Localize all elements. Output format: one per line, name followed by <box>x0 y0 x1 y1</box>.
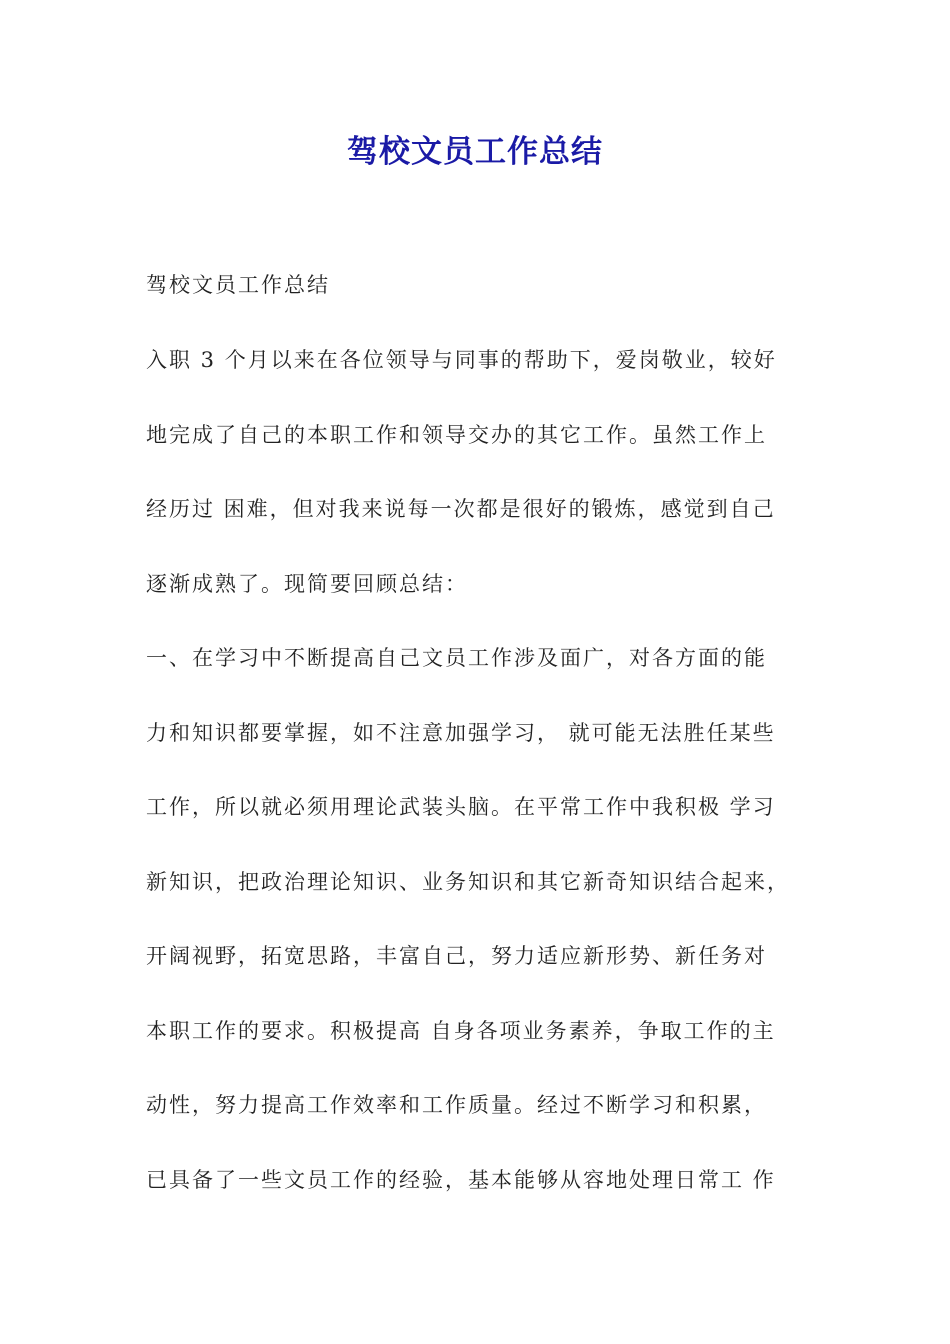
body-line: 已具备了一些文员工作的经验，基本能够从容地处理日常工 作 <box>146 1168 776 1192</box>
body-line: 工作，所以就必须用理论武装头脑。在平常工作中我积极 学习 <box>146 795 776 819</box>
body-line-subtitle: 驾校文员工作总结 <box>146 273 330 297</box>
body-line: 力和知识都要掌握，如不注意加强学习， 就可能无法胜任某些 <box>146 721 776 745</box>
body-line: 开阔视野，拓宽思路，丰富自己，努力适应新形势、新任务对 <box>146 944 767 968</box>
body-line-section-heading: 一、在学习中不断提高自己文员工作涉及面广，对各方面的能 <box>146 646 767 670</box>
body-line: 地完成了自己的本职工作和领导交办的其它工作。虽然工作上 <box>146 423 767 447</box>
body-line: 经历过 困难，但对我来说每一次都是很好的锻炼，感觉到自己 <box>146 497 776 521</box>
body-line: 本职工作的要求。积极提高 自身各项业务素养，争取工作的主 <box>146 1019 776 1043</box>
body-line: 入职 3 个月以来在各位领导与同事的帮助下，爱岗敬业，较好 <box>146 348 777 372</box>
document-title: 驾校文员工作总结 <box>347 134 603 170</box>
body-line: 动性，努力提高工作效率和工作质量。经过不断学习和积累， <box>146 1093 767 1117</box>
body-line: 逐渐成熟了。现简要回顾总结： <box>146 572 468 596</box>
body-line: 新知识，把政治理论知识、业务知识和其它新奇知识结合起来， <box>146 870 790 894</box>
